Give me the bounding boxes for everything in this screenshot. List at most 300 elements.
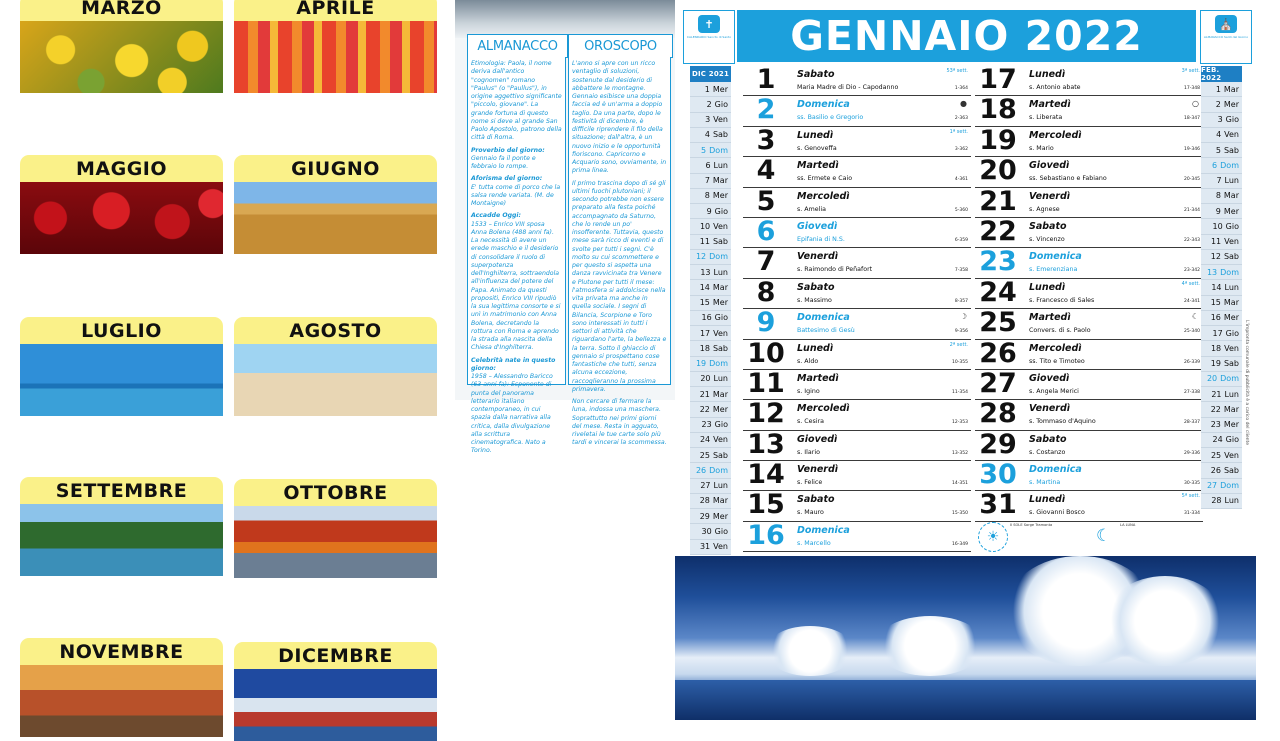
sun-icon: ☀: [978, 522, 1008, 552]
month-card-image: [234, 506, 437, 578]
month-card-title: MAGGIO: [20, 155, 223, 182]
month-card-image: [20, 504, 223, 576]
side-day-row: [1201, 265, 1242, 280]
side-day-name: Gio: [1225, 221, 1239, 231]
day-row[interactable]: [743, 309, 971, 339]
side-day-name: Ven: [1224, 450, 1239, 460]
day-of-year: 21-344: [1184, 207, 1200, 213]
side-day-name: Gio: [1225, 115, 1239, 125]
saint-name: ss. Sebastiano e Fabiano: [1029, 175, 1107, 183]
month-card-image: [20, 344, 223, 416]
side-day-number: 2: [1215, 99, 1221, 109]
day-row[interactable]: [975, 337, 1203, 370]
side-day-name: Sab: [712, 130, 728, 140]
side-day-number: 29: [699, 511, 710, 521]
day-number: 13: [747, 428, 785, 460]
moon-table: LA LUNA: [1120, 523, 1136, 527]
month-card-image: [234, 21, 437, 93]
month-card-ottobre[interactable]: [234, 479, 437, 578]
side-day-number: 16: [701, 313, 712, 323]
day-row[interactable]: [743, 367, 971, 400]
month-card-image: [234, 344, 437, 416]
saint-name: s. Mauro: [797, 509, 824, 517]
side-day-row: [690, 326, 731, 341]
side-day-name: Ven: [1224, 130, 1239, 140]
side-day-number: 10: [699, 221, 711, 231]
month-card-title: DICEMBRE: [234, 642, 437, 669]
horoscope-p3: Non cercare di fermare la luna, indossa una maschera. Soprattutto nei primi giorni del mese. Resta in agguato, riveletai le tue carte solo più tardi e vincerai la scommessa.: [572, 398, 667, 447]
side-day-name: Lun: [1224, 282, 1239, 292]
month-card-title: LUGLIO: [20, 317, 223, 344]
weekday-name: Sabato: [1029, 433, 1067, 445]
day-row[interactable]: [975, 400, 1203, 430]
side-day-row: [1201, 280, 1242, 295]
days-column-2: [975, 66, 1203, 522]
day-row[interactable]: [975, 96, 1203, 126]
day-row[interactable]: [975, 215, 1203, 248]
day-number: 20: [979, 155, 1017, 187]
weekday-name: Giovedì: [1029, 160, 1070, 172]
side-day-row: [690, 82, 731, 97]
day-row[interactable]: [975, 276, 1203, 309]
side-day-number: 30: [701, 526, 712, 536]
side-day-number: 21: [699, 389, 710, 399]
side-day-name: Mar: [1223, 84, 1239, 94]
side-day-number: 14: [699, 282, 710, 292]
month-card-agosto[interactable]: [234, 317, 437, 416]
saint-name: ss. Basilio e Gregorio: [797, 114, 864, 122]
day-number: 3: [756, 124, 776, 156]
side-day-name: Dom: [709, 252, 728, 262]
snowy-tree: [875, 616, 985, 676]
weekday-name: Lunedì: [1029, 281, 1066, 293]
day-number: 28: [979, 398, 1017, 430]
day-row[interactable]: [975, 367, 1203, 400]
side-day-number: 24: [1212, 435, 1223, 445]
saint-name: ss. Ermete e Caio: [797, 175, 853, 183]
month-card-maggio[interactable]: [20, 155, 223, 254]
day-of-year: 5-360: [954, 207, 968, 213]
saint-name: s. Mario: [1029, 144, 1054, 152]
side-day-row: [690, 204, 731, 219]
side-day-number: 24: [699, 435, 711, 445]
day-row[interactable]: [743, 461, 971, 491]
side-day-name: Dom: [1220, 374, 1239, 384]
sky-photo-strip: [455, 0, 675, 38]
month-card-novembre[interactable]: [20, 638, 223, 737]
side-day-name: Mer: [712, 84, 728, 94]
day-row[interactable]: [743, 400, 971, 430]
weekday-name: Venerdì: [797, 464, 839, 476]
saint-name: s. Aldo: [797, 357, 819, 365]
side-day-number: 17: [1212, 328, 1223, 338]
day-number: 2: [756, 94, 776, 126]
side-day-row: [690, 143, 731, 158]
day-of-year: 1-364: [954, 86, 968, 91]
horoscope-p1: L'anno si apre con un ricco ventaglio di soluzioni, sostenute dal desiderio di abbattere le montagne. Gennaio esibisce una doppia faccia ed è un'arma a doppio taglio. Da una parte, dopo le festività di dicembre, è difficile riprendere il filo della situazione; dall'altra, è un nuovo inizio e le opportunità fioriscono. Capricorno e Acquario sono, ovviamente, in prima linea.: [572, 60, 667, 175]
month-card-image: [20, 665, 223, 737]
saint-name: Convers. di s. Paolo: [1029, 327, 1091, 335]
almanac-born-title: Celebrità nate in questo giorno:: [471, 356, 556, 372]
weekday-name: Sabato: [797, 494, 835, 506]
side-day-name: Gio: [714, 206, 728, 216]
month-card-title: GIUGNO: [234, 155, 437, 182]
day-of-year: 29-336: [1184, 450, 1200, 456]
side-day-number: 19: [1210, 359, 1221, 369]
day-of-year: 28-337: [1184, 420, 1200, 426]
side-day-row: [1201, 219, 1242, 234]
day-number: 23: [979, 246, 1017, 278]
side-day-row: [1201, 143, 1242, 158]
snowy-tree: [1105, 576, 1225, 666]
month-title: GENNAIO 2022: [737, 10, 1196, 62]
side-day-number: 5: [1215, 145, 1221, 155]
side-day-name: Lun: [1224, 496, 1239, 506]
weekday-name: Domenica: [1029, 464, 1082, 476]
side-day-name: Gio: [1225, 435, 1239, 445]
day-row[interactable]: [743, 215, 971, 248]
month-card-settembre[interactable]: [20, 477, 223, 576]
side-day-row: [1201, 113, 1242, 128]
day-row[interactable]: [743, 428, 971, 461]
weekday-name: Mercoledì: [797, 403, 850, 415]
previous-month-label: DIC 2021: [690, 66, 731, 82]
side-day-number: 9: [1215, 206, 1221, 216]
day-of-year: 2-363: [954, 116, 968, 122]
day-of-year: 4-361: [954, 177, 968, 183]
side-day-name: Mar: [712, 389, 728, 399]
month-card-title: NOVEMBRE: [20, 638, 223, 665]
almanac-etymology: Etimologia: Paola, il nome deriva dall'antico "cognomen" romano "Paulus" (o "Paullus"), in origine aggettivo significante "piccolo, giovane". La grande fortuna di questo nome si deve al grande San Paolo Apostolo, patrono della città di Roma.: [471, 60, 562, 142]
weekday-name: Domenica: [1029, 251, 1082, 263]
day-number: 31: [979, 489, 1017, 521]
side-day-row: [690, 97, 731, 112]
day-number: 25: [979, 307, 1017, 339]
saint-name: s. Genoveffa: [797, 144, 837, 152]
moon-phase-icon: ☾: [1191, 312, 1199, 322]
moon-phase-icon: ○: [1192, 99, 1199, 109]
day-of-year: 12-353: [952, 420, 968, 426]
day-number: 22: [979, 215, 1017, 247]
side-day-name: Ven: [713, 115, 728, 125]
side-day-row: [1201, 387, 1242, 402]
side-day-row: [690, 341, 731, 356]
day-number: 7: [756, 246, 776, 278]
day-number: 5: [756, 185, 776, 217]
day-of-year: 27-338: [1184, 389, 1200, 395]
almanac-today: 1533 – Enrico VIII sposa Anna Bolena (488 anni fa). La necessità di avere un erede maschio e il desiderio di consolidare il ruolo di superpotenza dell'Inghilterra, sottraendola all'influenza del potere del Papa. Animato da questi propositi, Enrico VIII ripudiò la sua legittima consorte e si unì in matrimonio con Anna Bolena, decretando la rottura con Roma e aprendo la strada alla nascita della Chiesa d'Inghilterra.: [471, 220, 561, 352]
week-number: 4ª sett.: [1181, 280, 1200, 287]
day-of-year: 23-342: [1184, 268, 1200, 274]
side-day-number: 25: [699, 450, 710, 460]
side-day-row: [1201, 402, 1242, 417]
side-day-name: Sab: [712, 450, 728, 460]
day-row[interactable]: [975, 491, 1203, 521]
side-day-number: 7: [1216, 176, 1222, 186]
day-row[interactable]: [975, 124, 1203, 157]
side-day-name: Ven: [713, 221, 728, 231]
day-row[interactable]: [743, 248, 971, 278]
weekday-name: Lunedì: [1029, 494, 1066, 506]
side-day-name: Gio: [714, 420, 728, 430]
day-row[interactable]: [975, 309, 1203, 339]
day-of-year: 9-356: [954, 329, 968, 335]
weekday-name: Sabato: [1029, 220, 1067, 232]
sun-table: Il SOLE Sorge Tramonta: [1010, 523, 1053, 527]
side-day-row: [690, 357, 731, 372]
month-card-title: AGOSTO: [234, 317, 437, 344]
side-day-number: 26: [1210, 465, 1221, 475]
weekday-name: Martedì: [1029, 99, 1071, 111]
side-day-name: Sab: [1223, 252, 1239, 262]
side-day-name: Mar: [1223, 404, 1239, 414]
side-day-row: [690, 387, 731, 402]
weekday-name: Venerdì: [797, 251, 839, 263]
side-day-row: [1201, 189, 1242, 204]
day-row[interactable]: [743, 185, 971, 218]
weekday-name: Domenica: [797, 312, 850, 324]
day-of-year: 22-343: [1184, 237, 1200, 243]
weekday-name: Domenica: [797, 99, 850, 111]
side-day-row: [690, 174, 731, 189]
side-day-name: Mar: [1223, 191, 1239, 201]
side-day-name: Mer: [712, 404, 728, 414]
saint-name: s. Antonio abate: [1029, 84, 1081, 91]
day-of-year: 25-340: [1184, 329, 1200, 335]
day-number: 15: [747, 489, 785, 521]
side-day-number: 22: [699, 404, 710, 414]
week-number: 3ª sett.: [1181, 68, 1200, 74]
month-card-giugno[interactable]: [234, 155, 437, 254]
side-day-name: Lun: [713, 374, 728, 384]
saint-name: s. Marcello: [797, 539, 831, 547]
side-day-row: [1201, 357, 1242, 372]
saint-name: ss. Tito e Timoteo: [1029, 357, 1085, 365]
day-number: 6: [756, 215, 776, 247]
side-day-number: 26: [695, 465, 707, 475]
side-day-row: [690, 296, 731, 311]
day-number: 17: [979, 64, 1017, 95]
side-day-row: [690, 524, 731, 539]
month-card-image: [234, 182, 437, 254]
side-day-name: Mer: [712, 511, 728, 521]
side-day-name: Sab: [1223, 465, 1239, 475]
month-card-marzo[interactable]: [20, 0, 223, 93]
day-number: 27: [979, 367, 1017, 399]
side-day-number: 17: [699, 328, 711, 338]
day-row[interactable]: [743, 337, 971, 370]
side-day-number: 19: [695, 359, 707, 369]
almanac-proverb: Gennaio fa il ponte e febbraio lo rompe.: [471, 154, 536, 170]
side-day-name: Ven: [1224, 237, 1239, 247]
side-day-name: Dom: [709, 359, 728, 369]
saint-name: s. Francesco di Sales: [1029, 296, 1095, 304]
saint-name: s. Costanzo: [1029, 448, 1066, 456]
day-row[interactable]: [975, 248, 1203, 278]
side-day-name: Ven: [1224, 343, 1239, 353]
next-month-label: FEB. 2022: [1201, 66, 1242, 82]
left-logo-text: CALENDARIO Sancto di Santo: [686, 35, 732, 39]
left-logo: [683, 10, 735, 64]
frozen-water: [675, 680, 1256, 720]
moon-phase-icon: ☽: [959, 312, 967, 322]
side-day-number: 4: [1216, 130, 1222, 140]
side-day-row: [690, 479, 731, 494]
day-number: 30: [979, 459, 1017, 491]
day-row[interactable]: [743, 276, 971, 309]
day-row[interactable]: [743, 491, 971, 521]
side-day-number: 8: [1215, 191, 1221, 201]
side-day-number: 11: [1210, 237, 1222, 247]
saint-name: s. Raimondo di Peñafort: [797, 266, 873, 274]
saint-name: s. Igino: [797, 387, 820, 395]
side-day-name: Lun: [713, 267, 728, 277]
day-row[interactable]: [975, 157, 1203, 187]
day-number: 19: [979, 124, 1017, 156]
side-day-row: [1201, 494, 1242, 509]
day-row[interactable]: [743, 157, 971, 187]
month-card-dicembre[interactable]: [234, 642, 437, 741]
side-day-row: [690, 372, 731, 387]
day-of-year: 18-347: [1184, 116, 1200, 122]
side-day-row: [690, 219, 731, 234]
day-of-year: 17-348: [1184, 86, 1200, 91]
side-day-name: Ven: [713, 542, 728, 552]
day-of-year: 26-339: [1184, 359, 1200, 365]
side-day-number: 13: [1206, 267, 1218, 277]
almanac-born: 1958 – Alessandro Baricco (63 anni fa): Esponente di punta del panorama letterario italiano contemporaneo, in cui spazia dalla narrativa alla critica, dalla divulgazione alla scrittura cinematografica. Nato a Torino.: [471, 373, 553, 455]
weekday-name: Giovedì: [797, 433, 838, 445]
moon-icon: ☾: [1096, 526, 1112, 546]
side-day-number: 18: [699, 343, 710, 353]
day-number: 21: [979, 185, 1017, 217]
day-row[interactable]: [743, 519, 971, 552]
week-number: 2ª sett.: [949, 341, 968, 348]
month-card-title: APRILE: [234, 0, 437, 21]
day-of-year: 31-334: [1184, 511, 1200, 517]
day-number: 9: [756, 307, 776, 339]
weekday-name: Lunedì: [1029, 69, 1066, 80]
almanac-today-title: Accadde Oggi:: [471, 212, 522, 220]
day-row[interactable]: [975, 185, 1203, 218]
month-card-title: MARZO: [20, 0, 223, 21]
saint-name: s. Felice: [797, 479, 823, 487]
side-day-number: 11: [699, 237, 710, 247]
day-number: 4: [756, 155, 776, 187]
side-day-row: [1201, 311, 1242, 326]
saint-name: s. Giovanni Bosco: [1029, 509, 1085, 517]
day-number: 24: [979, 276, 1017, 308]
side-day-number: 20: [1206, 374, 1218, 384]
side-day-number: 28: [1211, 496, 1222, 506]
day-of-year: 8-357: [954, 298, 968, 304]
day-of-year: 13-352: [952, 450, 968, 456]
saint-name: s. Massimo: [797, 296, 832, 304]
side-day-name: Ven: [713, 328, 728, 338]
moon-phase-icon: ●: [960, 99, 967, 109]
almanac-aphorism: E' tutta come di porco che la salsa rende variata. (M. de Montaigne): [471, 183, 561, 207]
side-day-row: [690, 113, 731, 128]
side-day-row: [690, 509, 731, 524]
month-card-aprile[interactable]: [234, 0, 437, 93]
side-day-number: 28: [699, 496, 710, 506]
side-day-number: 31: [699, 542, 711, 552]
day-row[interactable]: [743, 124, 971, 157]
side-day-name: Ven: [713, 435, 728, 445]
day-row[interactable]: [743, 96, 971, 126]
side-day-name: Lun: [713, 481, 728, 491]
side-day-number: 12: [695, 252, 707, 262]
side-day-row: [1201, 97, 1242, 112]
saint-name: Epifania di N.S.: [797, 235, 845, 243]
day-number: 11: [747, 367, 785, 399]
side-day-number: 27: [700, 481, 711, 491]
side-day-row: [1201, 82, 1242, 97]
church-icon: ⛪: [1215, 15, 1237, 33]
weekday-name: Giovedì: [1029, 372, 1070, 384]
side-day-name: Mar: [712, 176, 728, 186]
calendar-page: [675, 0, 1256, 720]
day-of-year: 24-341: [1184, 298, 1200, 304]
side-day-number: 7: [704, 176, 710, 186]
day-of-year: 6-359: [954, 237, 968, 243]
month-card-image: [20, 21, 223, 93]
day-row[interactable]: [975, 428, 1203, 461]
week-number: 5ª sett.: [1181, 493, 1200, 500]
weekday-name: Martedì: [1029, 312, 1071, 324]
side-day-row: [690, 433, 731, 448]
day-row[interactable]: [975, 66, 1203, 96]
side-day-row: [690, 448, 731, 463]
side-day-number: 5: [701, 145, 707, 155]
side-day-name: Dom: [709, 145, 728, 155]
saint-name: s. Martina: [1029, 479, 1061, 487]
side-day-row: [690, 265, 731, 280]
side-day-number: 6: [1212, 160, 1218, 170]
day-number: 12: [747, 398, 785, 430]
weekday-name: Lunedì: [797, 342, 834, 354]
almanac-text: [467, 57, 566, 455]
side-day-name: Mar: [712, 282, 728, 292]
almanac-proverb-title: Proverbio del giorno:: [471, 146, 545, 154]
side-day-name: Dom: [709, 465, 728, 475]
side-day-name: Mer: [1223, 206, 1239, 216]
side-day-name: Mer: [1223, 313, 1239, 323]
side-day-row: [690, 418, 731, 433]
saint-name: s. Tommaso d'Aquino: [1029, 418, 1096, 426]
side-day-name: Dom: [1220, 160, 1239, 170]
side-day-row: [690, 311, 731, 326]
saint-name: s. Amelia: [797, 205, 826, 213]
weekday-name: Lunedì: [797, 129, 834, 141]
day-row[interactable]: [975, 461, 1203, 491]
side-day-number: 22: [1210, 404, 1221, 414]
saint-name: s. Emerenziana: [1029, 266, 1078, 274]
side-day-number: 4: [704, 130, 710, 140]
side-day-number: 15: [699, 298, 710, 308]
day-row[interactable]: [743, 66, 971, 96]
day-of-year: 20-345: [1184, 177, 1200, 183]
side-day-number: 15: [1210, 298, 1221, 308]
side-day-row: [690, 540, 731, 555]
almanac-title: ALMANACCO: [467, 34, 568, 58]
horoscope-text: [568, 57, 671, 447]
side-day-row: [1201, 463, 1242, 478]
side-day-number: 8: [704, 191, 710, 201]
month-card-luglio[interactable]: [20, 317, 223, 416]
day-number: 1: [756, 64, 776, 95]
side-day-name: Lun: [713, 160, 728, 170]
